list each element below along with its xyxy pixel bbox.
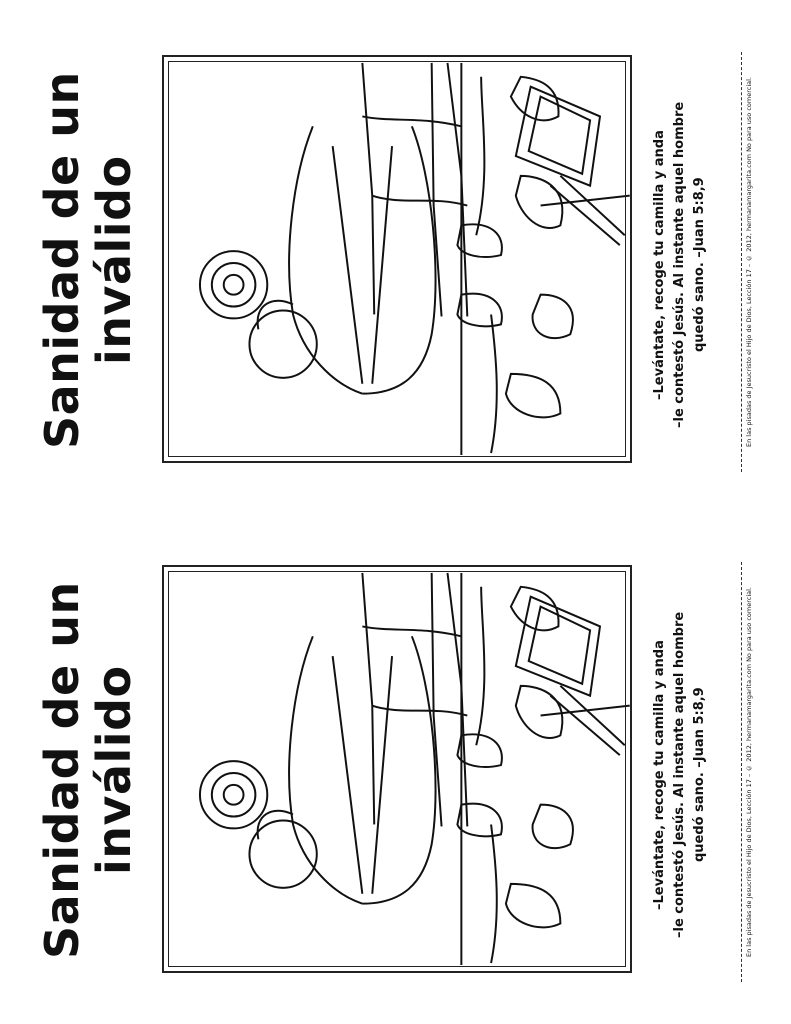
title-line1: Sanidad de un	[35, 581, 89, 959]
verse-line2: –le contestó Jesús. Al instante aquel hombre	[672, 101, 687, 429]
title-line2: inválido	[87, 155, 141, 365]
healed-man-illustration	[164, 567, 630, 971]
credit-left: En las pisadas de Jesucristo el Hijo de Dios, Lección 17 – © 2012, hermanamargarita.com No para uso comercial.	[745, 587, 753, 958]
verse-line3: quedó sano. –Juan 5:8,9	[692, 177, 707, 353]
credit-right: En las pisadas de Jesucristo el Hijo de Dios, Lección 17 – © 2012, hermanamargarita.com No para uso comercial.	[745, 77, 753, 448]
verse-line1: –Levántate, recoge tu camilla y anda	[652, 130, 667, 400]
verse-line2: –le contestó Jesús. Al instante aquel hombre	[672, 611, 687, 939]
verse-block-right	[650, 60, 712, 470]
title-line1: Sanidad de un	[35, 71, 89, 449]
illustration-frame-right	[162, 55, 632, 463]
verse-line3: quedó sano. –Juan 5:8,9	[692, 687, 707, 863]
page-title-right	[36, 50, 146, 470]
verse-line1: –Levántate, recoge tu camilla y anda	[652, 640, 667, 910]
verse-block-left	[650, 570, 712, 980]
cut-line-right	[741, 52, 742, 472]
page-title-left	[36, 560, 146, 980]
cut-line-left	[741, 562, 742, 982]
healed-man-illustration	[164, 57, 630, 461]
title-line2: inválido	[87, 665, 141, 875]
illustration-frame-left	[162, 565, 632, 973]
